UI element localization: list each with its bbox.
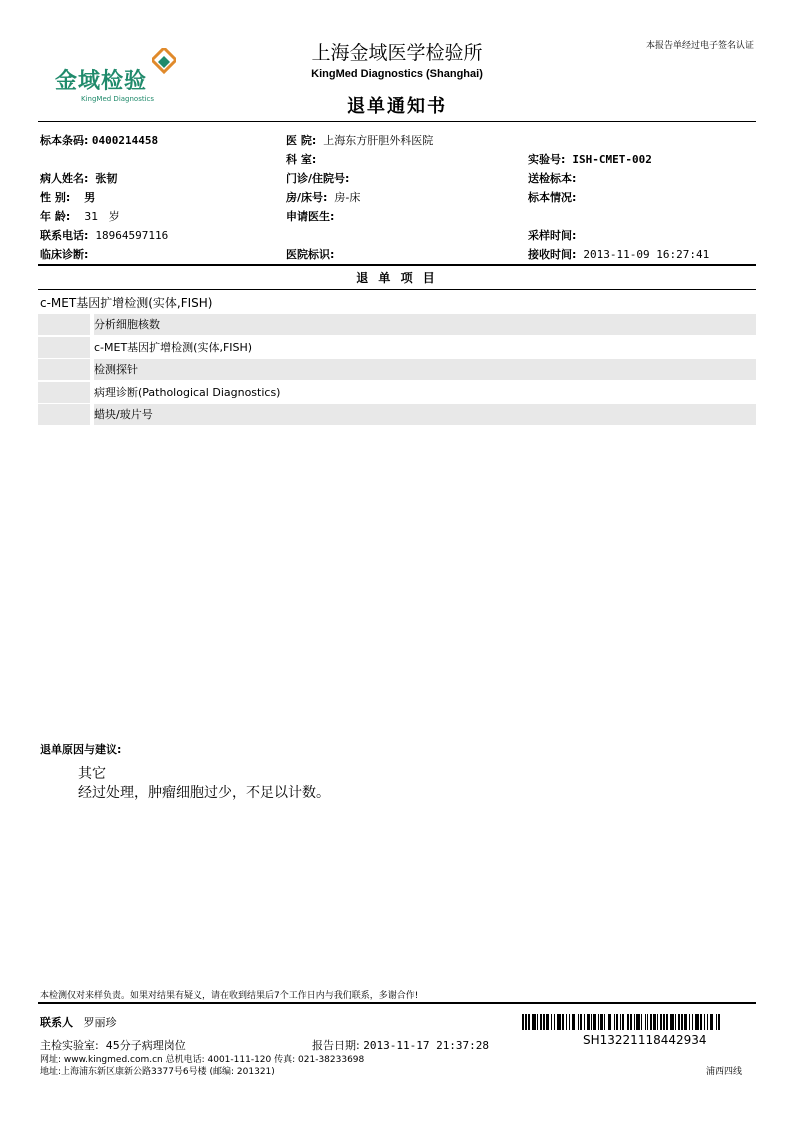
specimen-status-field: 标本情况:: [528, 191, 577, 204]
report-barcode: [522, 1014, 756, 1030]
item-row: [38, 382, 756, 403]
org-name-cn: 上海金域医学检验所: [311, 42, 483, 64]
patient-name-field: 病人姓名: 张韧: [40, 172, 118, 185]
specimen-field: 送检标本:: [528, 172, 577, 185]
lab-field: 主检实验室: 45分子病理岗位: [40, 1039, 186, 1052]
lab-number-field: 实验号: ISH-CMET-002: [528, 153, 652, 166]
reason-line-1: 其它: [78, 766, 106, 782]
rejected-items-title: 退 单 项 目: [356, 271, 438, 285]
item-row-label: 病理诊断(Pathological Diagnostics): [94, 386, 281, 399]
sample-time-field: 采样时间:: [528, 229, 577, 242]
item-row: [38, 404, 756, 425]
barcode-field: 标本条码: 0400214458: [40, 134, 159, 147]
reason-line-2: 经过处理，肿瘤细胞过少，不足以计数。: [78, 785, 330, 801]
test-group-name: c-MET基因扩增检测(实体,FISH): [40, 296, 213, 310]
info-rule-bottom: [38, 289, 756, 290]
item-row-label: 检测探针: [94, 359, 756, 380]
hospital-field: 医 院: 上海东方肝胆外科医院: [286, 134, 434, 147]
report-date-field: 报告日期: 2013-11-17 21:37:28: [312, 1039, 490, 1052]
header-rule: [38, 121, 756, 122]
info-rule-top: [38, 264, 756, 266]
reason-label: 退单原因与建议:: [40, 743, 122, 756]
diagnosis-field: 临床诊断:: [40, 248, 89, 261]
document-title: 退单通知书: [347, 96, 447, 117]
disclaimer: 本检测仅对来样负责。如果对结果有疑义，请在收到结果后7个工作日内与我们联系，多谢合作!: [40, 991, 419, 1001]
barcode-text: SH13221118442934: [583, 1033, 707, 1047]
hospital-mark-field: 医院标识:: [286, 248, 335, 261]
item-row: [38, 359, 756, 380]
item-row-label: 分析细胞核数: [94, 314, 756, 335]
item-row-label: c-MET基因扩增检测(实体,FISH): [94, 341, 253, 354]
certification-note: 本报告单经过电子签名认证: [645, 41, 754, 51]
contact-field: 联系人 罗丽珍: [40, 1016, 117, 1029]
bed-field: 房/床号: 房-床: [286, 191, 361, 204]
logo-cn-text: 金域检验: [55, 69, 148, 94]
receive-time-field: 接收时间: 2013-11-09 16:27:41: [528, 248, 710, 261]
department-field: 科 室:: [286, 153, 317, 166]
phone-field: 联系电话: 18964597116: [40, 229, 169, 242]
age-field: 年 龄: 31 岁: [40, 210, 120, 223]
item-row: [38, 314, 756, 335]
logo-en-text: KingMed Diagnostics: [81, 95, 155, 103]
route-code: 浦西四线: [706, 1067, 743, 1077]
address-line: 地址:上海浦东新区康新公路3377号6号楼 (邮编: 201321): [40, 1067, 275, 1077]
doctor-field: 申请医生:: [286, 210, 335, 223]
item-row: [38, 337, 756, 358]
sex-field: 性 别: 男: [40, 191, 96, 204]
item-row-label: 蜡块/玻片号: [94, 404, 756, 425]
clinic-number-field: 门诊/住院号:: [286, 172, 350, 185]
footer-rule: [38, 1002, 756, 1004]
website-line: 网址: www.kingmed.com.cn 总机电话: 4001-111-120 传真: 021-38233698: [40, 1055, 365, 1065]
org-name-en: KingMed Diagnostics (Shanghai): [311, 68, 483, 80]
